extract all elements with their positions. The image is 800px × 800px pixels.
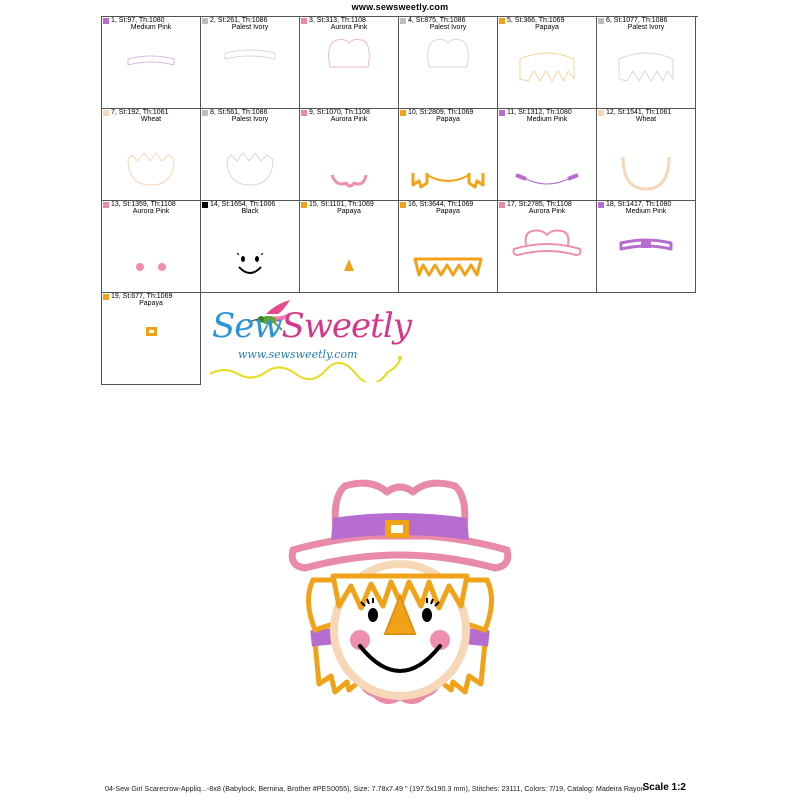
step-info: 18, St:1417, Th:1080 xyxy=(606,201,672,208)
girl-scarecrow-design xyxy=(275,470,525,730)
color-step-cell xyxy=(399,17,498,109)
step-info: 11, St:1312, Th:1080 xyxy=(507,109,572,116)
design-details: 04-Sew Girl Scarecrow-Appliq...-8x8 (Babylock, Bernina, Brother #PES0055), Size: 7.78x7.49 " (197.5x190.3 mm), Stitches: 23111, Colors: 7/19, Catalog: Madeira Rayon xyxy=(105,784,645,793)
thread-color-name: Wheat xyxy=(140,116,162,123)
step-info: 5, St:366, Th:1069 xyxy=(507,17,565,24)
color-step-cell xyxy=(201,17,300,109)
thread-color-name: Aurora Pink xyxy=(330,24,368,31)
thread-color-name: Papaya xyxy=(436,116,460,123)
thread-color-name: Medium Pink xyxy=(526,116,568,123)
thread-color-name: Palest Ivory xyxy=(231,24,269,31)
step-info: 8, St:561, Th:1086 xyxy=(210,109,268,116)
color-step-cell xyxy=(498,201,597,293)
thread-color-name: Aurora Pink xyxy=(132,208,170,215)
thread-color-name: Wheat xyxy=(635,116,657,123)
color-step-cell xyxy=(399,109,498,201)
color-step-cell xyxy=(201,109,300,201)
thread-color-name: Aurora Pink xyxy=(330,116,368,123)
footer xyxy=(0,782,800,796)
step-info: 15, St:1101, Th:1069 xyxy=(309,201,374,208)
color-step-cell xyxy=(498,109,597,201)
color-step-cell xyxy=(597,109,696,201)
thread-color-name: Papaya xyxy=(436,208,460,215)
thread-color-name: Medium Pink xyxy=(625,208,667,215)
step-info: 4, St:875, Th:1086 xyxy=(408,17,466,24)
color-step-cell xyxy=(201,201,300,293)
logo-word-sew: Sew xyxy=(212,306,282,346)
color-step-cell xyxy=(300,201,399,293)
thread-color-name: Black xyxy=(241,208,259,215)
color-step-cell xyxy=(300,17,399,109)
step-info: 16, St:3644, Th:1069 xyxy=(408,201,474,208)
color-step-cell xyxy=(498,17,597,109)
color-step-cell xyxy=(300,109,399,201)
thread-color-name: Palest Ivory xyxy=(429,24,467,31)
step-info: 10, St:2809, Th:1069 xyxy=(408,109,474,116)
color-step-cell xyxy=(102,201,201,293)
step-info: 1, St:97, Th:1080 xyxy=(111,17,165,24)
color-step-cell xyxy=(597,201,696,293)
step-info: 3, St:313, Th:1108 xyxy=(309,17,366,24)
color-step-cell xyxy=(102,293,201,385)
thread-color-name: Papaya xyxy=(535,24,559,31)
logo-word-sweetly: Sweetly xyxy=(281,306,411,346)
girl-scarecrow-applique-preview xyxy=(275,470,525,730)
step-info: 2, St:261, Th:1086 xyxy=(210,17,268,24)
thread-color-name: Papaya xyxy=(337,208,361,215)
step-info: 7, St:192, Th:1061 xyxy=(111,109,169,116)
scale-label: Scale 1:2 xyxy=(642,782,686,793)
thread-color-name: Palest Ivory xyxy=(231,116,269,123)
step-info: 14, St:1654, Th:1006 xyxy=(210,201,276,208)
step-info: 12, St:1541, Th:1061 xyxy=(606,109,672,116)
logo-subtitle: www.sewsweetly.com xyxy=(238,348,358,361)
color-step-cell xyxy=(102,17,201,109)
step-info: 13, St:1359, Th:1108 xyxy=(111,201,176,208)
step-info: 19, St:677, Th:1069 xyxy=(111,293,173,300)
color-step-cell xyxy=(597,17,696,109)
thread-color-name: Medium Pink xyxy=(130,24,172,31)
site-url: www.sewsweetly.com xyxy=(351,2,449,12)
thread-color-name: Aurora Pink xyxy=(528,208,566,215)
step-info: 9, St:1070, Th:1108 xyxy=(309,109,370,116)
step-info: 17, St:2785, Th:1108 xyxy=(507,201,572,208)
thread-color-name: Palest Ivory xyxy=(627,24,665,31)
color-step-cell xyxy=(102,109,201,201)
sewsweetly-logo xyxy=(204,296,411,382)
color-step-cell xyxy=(399,201,498,293)
logo-wordmark xyxy=(212,306,411,346)
step-info: 6, St:1077, Th:1086 xyxy=(606,17,668,24)
thread-color-name: Papaya xyxy=(139,300,163,307)
